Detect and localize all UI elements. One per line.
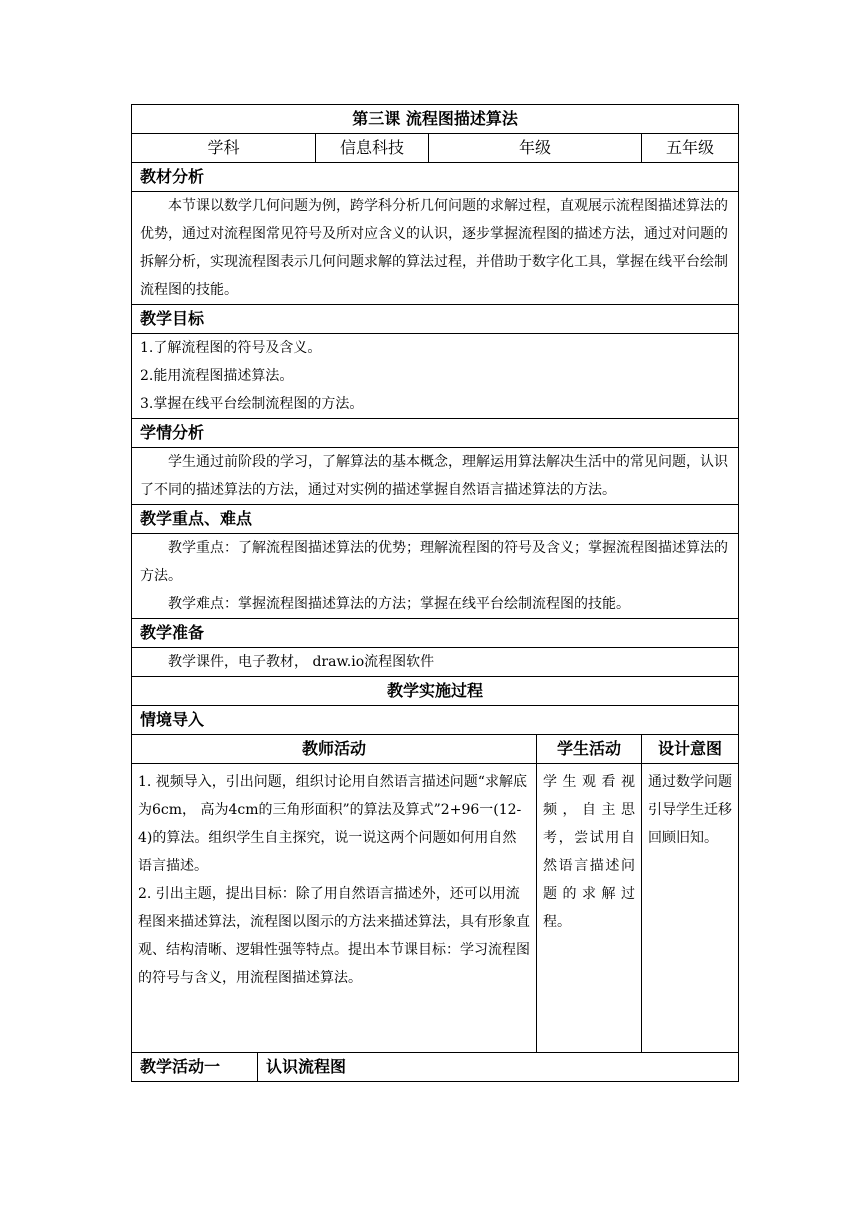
prep-text: 教学课件，电子教材， draw.io流程图软件	[168, 654, 435, 670]
subject-value: 信息科技	[316, 134, 429, 163]
lesson-plan-table	[131, 104, 739, 1082]
lesson-title: 第三课 流程图描述算法	[132, 105, 739, 134]
col-student-header: 学生活动	[537, 735, 642, 764]
goal-item: 1.了解流程图的符号及含义。	[140, 340, 322, 356]
focus-section	[132, 534, 739, 619]
col-teacher-header: 教师活动	[132, 735, 537, 764]
grade-value: 五年级	[642, 134, 739, 163]
col-design-header: 设计意图	[642, 735, 739, 764]
learners-heading: 学情分析	[132, 419, 739, 448]
process-heading: 教学实施过程	[132, 677, 739, 706]
goals-section	[132, 334, 739, 419]
focus-key-text: 教学重点：了解流程图描述算法的优势；理解流程图的符号及含义；掌握流程图描述算法的方法。	[140, 540, 728, 584]
learners-text: 学生通过前阶段的学习，了解算法的基本概念，理解运用算法解决生活中的常见问题，认识了不同的描述算法的方法，通过对实例的描述掌握自然语言描述算法的方法。	[140, 454, 728, 498]
activity1-label: 教学活动一	[132, 1053, 258, 1082]
student-activity-text: 学生观看视频，自主思考，尝试用自然语言描述问题的求解过程。	[543, 774, 635, 930]
teacher-activity-2: 2. 引出主题，提出目标：除了用自然语言描述外，还可以用流程图来描述算法，流程图以图示的方法来描述算法，具有形象直观、结构清晰、逻辑性强等特点。提出本节课目标：学习流程图的符号与含义，用流程图描述算法。	[138, 886, 530, 986]
material-heading: 教材分析	[132, 163, 739, 192]
learners-section	[132, 448, 739, 505]
subject-label: 学科	[132, 134, 316, 163]
teacher-activity-cell	[132, 764, 537, 1053]
goal-item: 3.掌握在线平台绘制流程图的方法。	[140, 396, 364, 412]
material-section	[132, 192, 739, 305]
design-intent-cell	[642, 764, 739, 1053]
intro-heading: 情境导入	[132, 706, 739, 735]
student-activity-cell	[537, 764, 642, 1053]
design-intent-text: 通过数学问题引导学生迁移回顾旧知。	[648, 774, 732, 846]
prep-section	[132, 648, 739, 677]
goals-heading: 教学目标	[132, 305, 739, 334]
grade-label: 年级	[429, 134, 642, 163]
activity1-title: 认识流程图	[258, 1053, 739, 1082]
goal-item: 2.能用流程图描述算法。	[140, 368, 294, 384]
material-text: 本节课以数学几何问题为例，跨学科分析几何问题的求解过程，直观展示流程图描述算法的优势，通过对流程图常见符号及所对应含义的认识，逐步掌握流程图的描述方法，通过对问题的拆解分析，实现流程图表示几何问题求解的算法过程，并借助于数字化工具，掌握在线平台绘制流程图的技能。	[140, 198, 728, 298]
focus-difficulty-text: 教学难点：掌握流程图描述算法的方法；掌握在线平台绘制流程图的技能。	[168, 596, 630, 612]
prep-heading: 教学准备	[132, 619, 739, 648]
teacher-activity-1: 1. 视频导入，引出问题，组织讨论用自然语言描述问题“求解底为6cm， 高为4cm的三角形面积”的算法及算式”2+96一(12-4)的算法。组织学生自主探究，说一说这两个问题如何用自然语言描述。	[138, 774, 527, 874]
lesson-plan	[131, 104, 738, 1082]
focus-heading: 教学重点、难点	[132, 505, 739, 534]
